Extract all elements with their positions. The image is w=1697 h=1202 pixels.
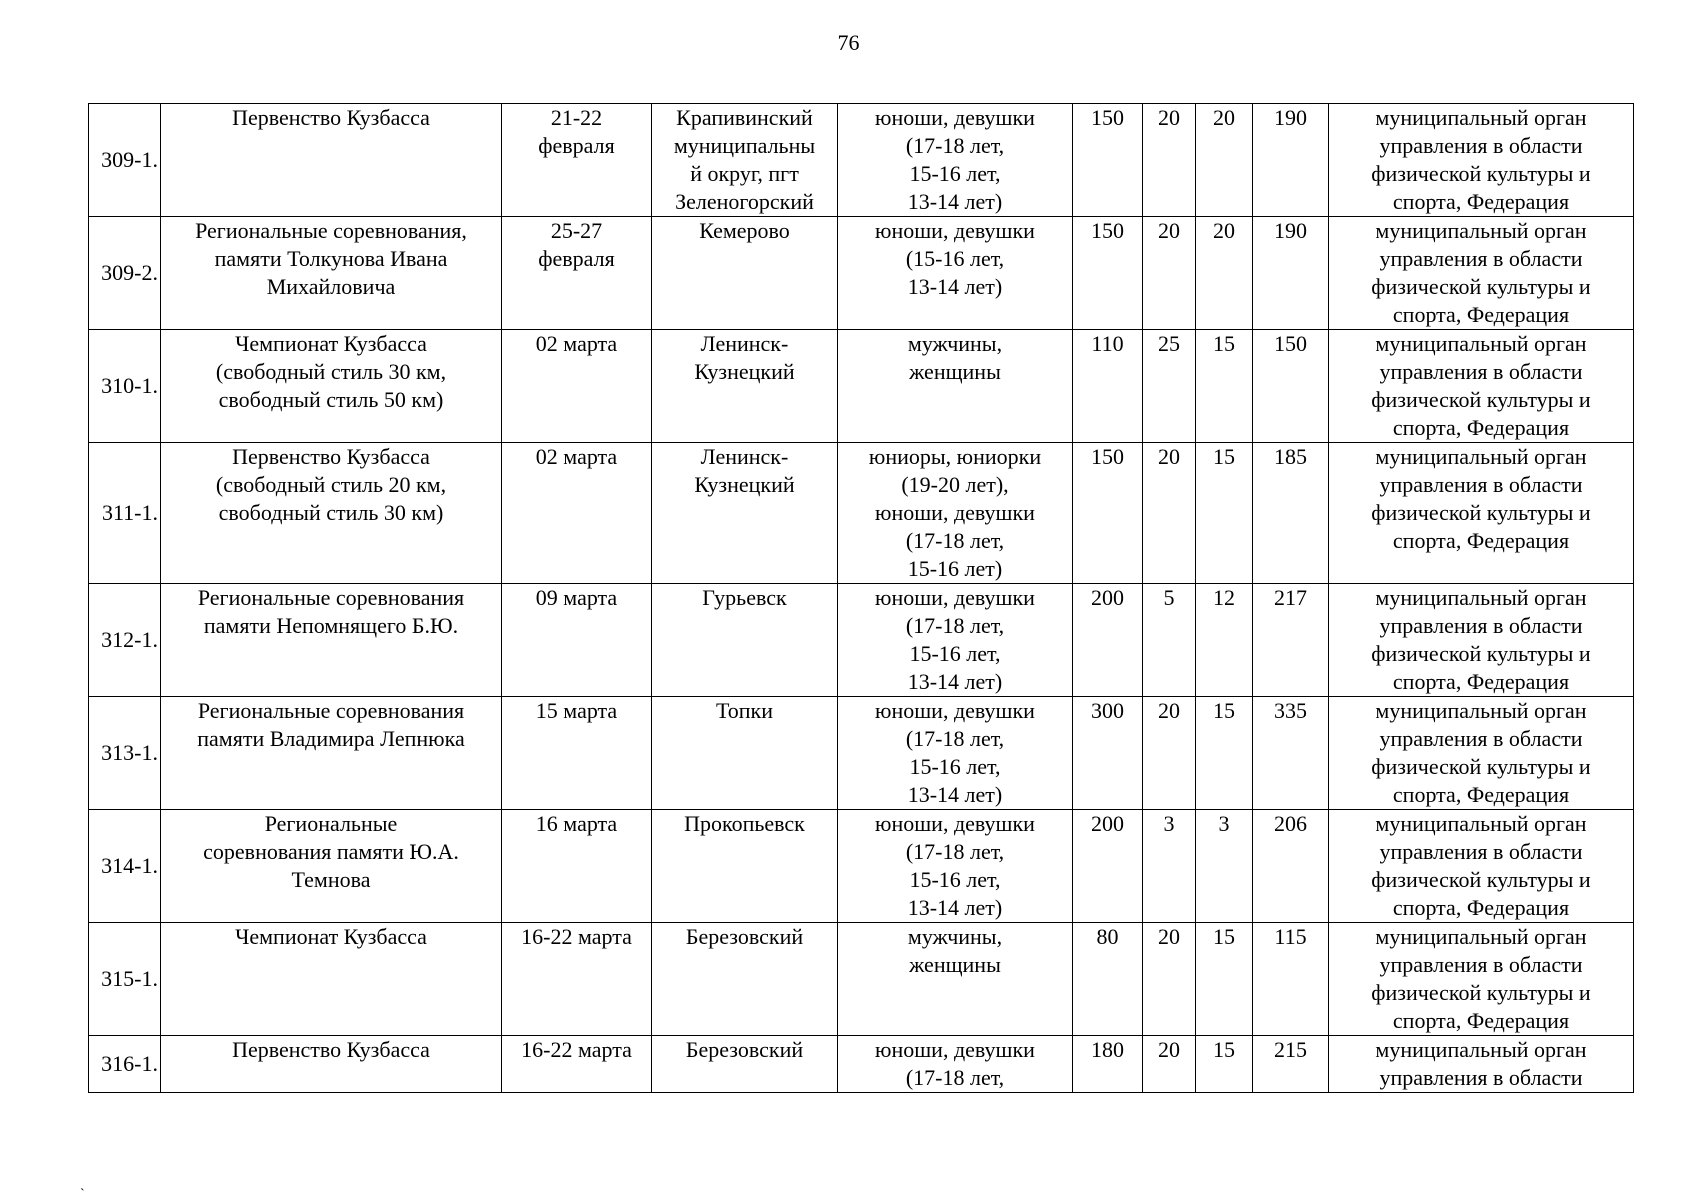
event-date: 16 марта (502, 810, 652, 923)
participants-count: 180 (1073, 1036, 1143, 1093)
total-count: 185 (1253, 443, 1329, 584)
table-row (89, 584, 1634, 697)
organizer: муниципальный орган управления в области физической культуры и спорта, Федерация (1329, 697, 1634, 810)
event-date: 09 марта (502, 584, 652, 697)
participant-category: юноши, девушки (17-18 лет, 15-16 лет, 13-14 лет) (838, 697, 1073, 810)
row-number: 311-1. (89, 443, 161, 584)
participants-count: 110 (1073, 330, 1143, 443)
event-date: 21-22 февраля (502, 104, 652, 217)
row-number: 309-2. (89, 217, 161, 330)
organizer: муниципальный орган управления в области физической культуры и спорта, Федерация (1329, 104, 1634, 217)
event-place: Ленинск- Кузнецкий (652, 330, 838, 443)
judges-count: 20 (1196, 104, 1253, 217)
event-name: Региональные соревнования, памяти Толкунова Ивана Михайловича (161, 217, 502, 330)
participants-count: 150 (1073, 217, 1143, 330)
total-count: 335 (1253, 697, 1329, 810)
participant-category: мужчины, женщины (838, 923, 1073, 1036)
event-place: Гурьевск (652, 584, 838, 697)
organizer: муниципальный орган управления в области физической культуры и спорта, Федерация (1329, 923, 1634, 1036)
event-name: Региональные соревнования памяти Непомнящего Б.Ю. (161, 584, 502, 697)
coaches-count: 20 (1143, 104, 1196, 217)
event-place: Ленинск- Кузнецкий (652, 443, 838, 584)
event-date: 16-22 марта (502, 1036, 652, 1093)
judges-count: 3 (1196, 810, 1253, 923)
participant-category: мужчины, женщины (838, 330, 1073, 443)
total-count: 206 (1253, 810, 1329, 923)
table-row (89, 697, 1634, 810)
total-count: 190 (1253, 217, 1329, 330)
stray-mark: ` (80, 1187, 85, 1202)
row-number: 313-1. (89, 697, 161, 810)
event-place: Кемерово (652, 217, 838, 330)
row-number: 314-1. (89, 810, 161, 923)
organizer: муниципальный орган управления в области физической культуры и спорта, Федерация (1329, 810, 1634, 923)
event-date: 16-22 марта (502, 923, 652, 1036)
event-place: Топки (652, 697, 838, 810)
participants-count: 200 (1073, 584, 1143, 697)
participant-category: юноши, девушки (17-18 лет, 15-16 лет, 13-14 лет) (838, 104, 1073, 217)
row-number: 312-1. (89, 584, 161, 697)
row-number: 316-1. (89, 1036, 161, 1093)
participant-category: юноши, девушки (17-18 лет, 15-16 лет, 13-14 лет) (838, 584, 1073, 697)
events-table (88, 103, 1634, 1093)
participant-category: юниоры, юниорки (19-20 лет), юноши, девушки (17-18 лет, 15-16 лет) (838, 443, 1073, 584)
total-count: 150 (1253, 330, 1329, 443)
table-row (89, 1036, 1634, 1093)
table-row (89, 810, 1634, 923)
participants-count: 300 (1073, 697, 1143, 810)
organizer: муниципальный орган управления в области физической культуры и спорта, Федерация (1329, 217, 1634, 330)
event-name: Региональные соревнования памяти Владимира Лепнюка (161, 697, 502, 810)
event-place: Крапивинский муниципальны й округ, пгт Зеленогорский (652, 104, 838, 217)
coaches-count: 3 (1143, 810, 1196, 923)
table-row (89, 104, 1634, 217)
total-count: 215 (1253, 1036, 1329, 1093)
event-date: 02 марта (502, 443, 652, 584)
total-count: 217 (1253, 584, 1329, 697)
organizer: муниципальный орган управления в области физической культуры и спорта, Федерация (1329, 330, 1634, 443)
table-row (89, 923, 1634, 1036)
event-name: Чемпионат Кузбасса (свободный стиль 30 км, свободный стиль 50 км) (161, 330, 502, 443)
coaches-count: 25 (1143, 330, 1196, 443)
coaches-count: 20 (1143, 1036, 1196, 1093)
event-name: Региональные соревнования памяти Ю.А. Темнова (161, 810, 502, 923)
participant-category: юноши, девушки (17-18 лет, (838, 1036, 1073, 1093)
row-number: 309-1. (89, 104, 161, 217)
event-name: Чемпионат Кузбасса (161, 923, 502, 1036)
judges-count: 15 (1196, 443, 1253, 584)
event-place: Березовский (652, 1036, 838, 1093)
organizer: муниципальный орган управления в области физической культуры и спорта, Федерация (1329, 584, 1634, 697)
row-number: 310-1. (89, 330, 161, 443)
total-count: 115 (1253, 923, 1329, 1036)
participant-category: юноши, девушки (15-16 лет, 13-14 лет) (838, 217, 1073, 330)
event-place: Прокопьевск (652, 810, 838, 923)
table-row (89, 330, 1634, 443)
coaches-count: 20 (1143, 923, 1196, 1036)
event-name: Первенство Кузбасса (свободный стиль 20 км, свободный стиль 30 км) (161, 443, 502, 584)
participants-count: 150 (1073, 443, 1143, 584)
row-number: 315-1. (89, 923, 161, 1036)
table-row (89, 443, 1634, 584)
coaches-count: 20 (1143, 697, 1196, 810)
event-date: 02 марта (502, 330, 652, 443)
event-name: Первенство Кузбасса (161, 104, 502, 217)
event-date: 15 марта (502, 697, 652, 810)
judges-count: 15 (1196, 1036, 1253, 1093)
coaches-count: 20 (1143, 217, 1196, 330)
organizer: муниципальный орган управления в области (1329, 1036, 1634, 1093)
judges-count: 12 (1196, 584, 1253, 697)
participant-category: юноши, девушки (17-18 лет, 15-16 лет, 13-14 лет) (838, 810, 1073, 923)
organizer: муниципальный орган управления в области физической культуры и спорта, Федерация (1329, 443, 1634, 584)
judges-count: 15 (1196, 923, 1253, 1036)
judges-count: 15 (1196, 697, 1253, 810)
participants-count: 80 (1073, 923, 1143, 1036)
event-place: Березовский (652, 923, 838, 1036)
event-date: 25-27 февраля (502, 217, 652, 330)
judges-count: 20 (1196, 217, 1253, 330)
coaches-count: 5 (1143, 584, 1196, 697)
event-name: Первенство Кузбасса (161, 1036, 502, 1093)
total-count: 190 (1253, 104, 1329, 217)
judges-count: 15 (1196, 330, 1253, 443)
coaches-count: 20 (1143, 443, 1196, 584)
participants-count: 150 (1073, 104, 1143, 217)
page-number: 76 (837, 30, 860, 55)
table-row (89, 217, 1634, 330)
participants-count: 200 (1073, 810, 1143, 923)
